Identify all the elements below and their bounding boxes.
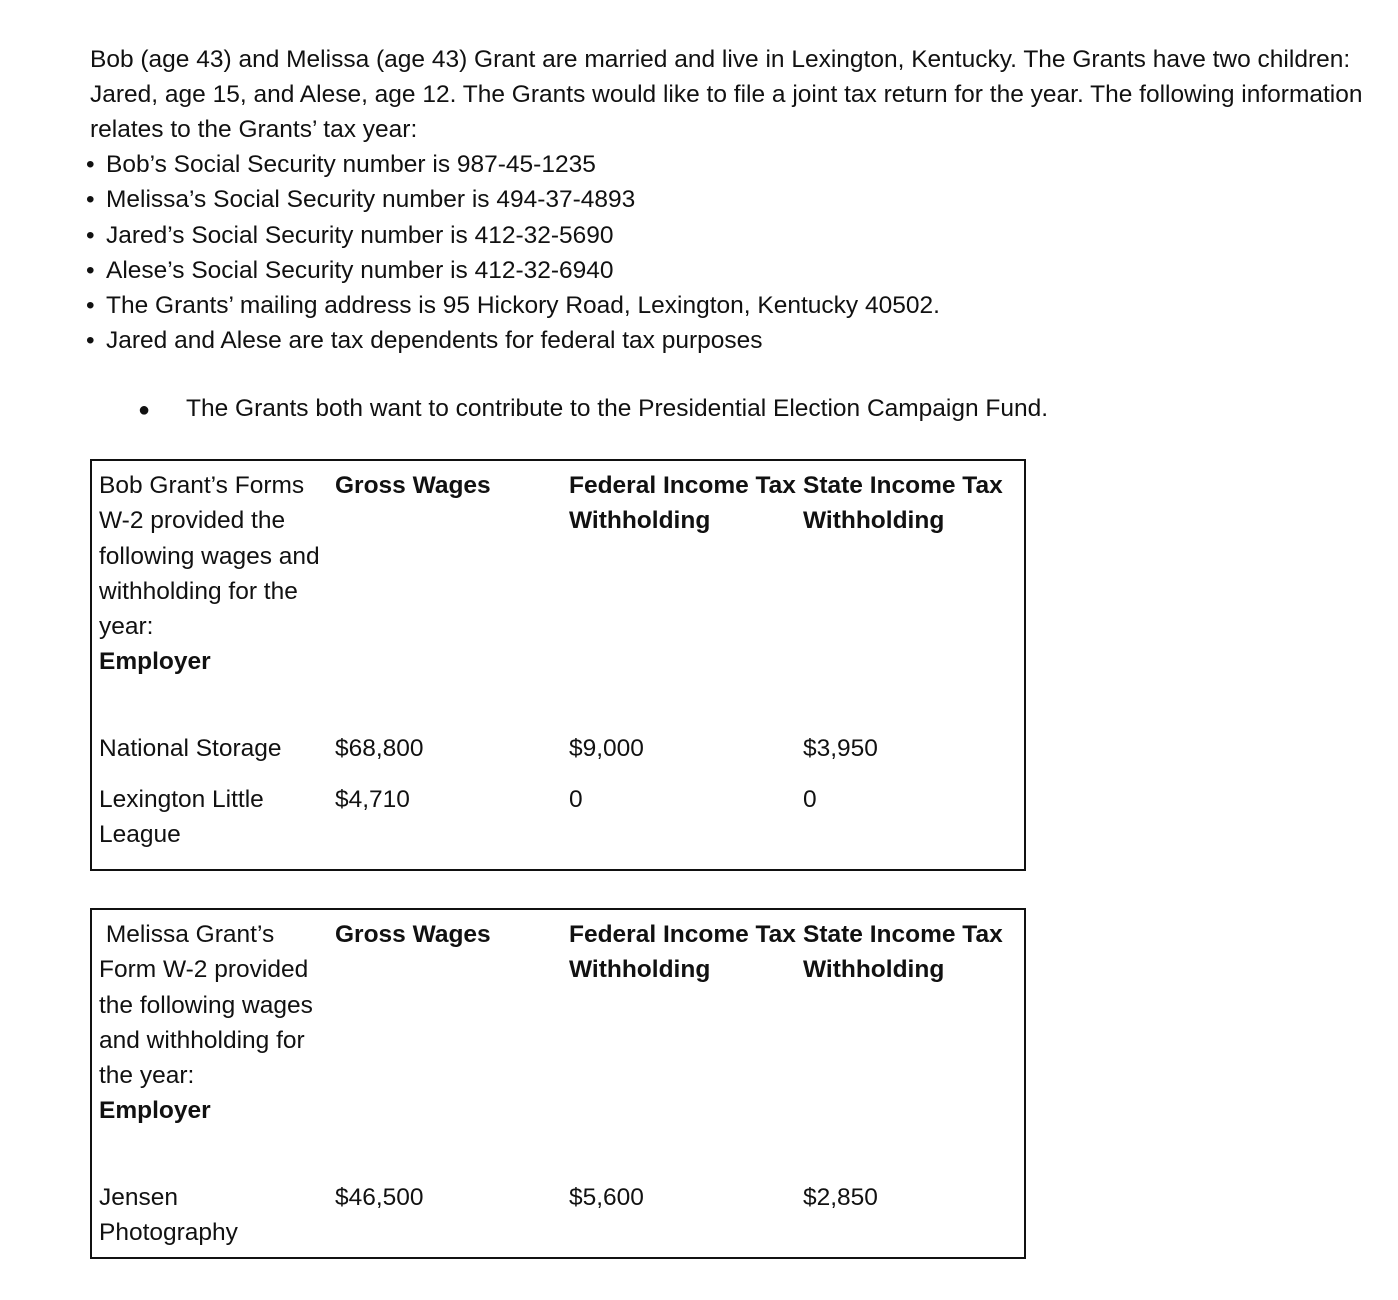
fact-text: Melissa’s Social Security number is 494-37-4893: [106, 186, 636, 214]
federal-withholding-cell: $9,000: [569, 735, 644, 762]
bob-w2-intro: [99, 468, 329, 680]
fact-item: [86, 218, 940, 253]
employer-header: Employer: [99, 1097, 211, 1125]
state-withholding-header: State Income Tax Withholding: [803, 472, 1003, 535]
employer-cell: Jensen Photography: [99, 1184, 238, 1247]
intro-paragraph: Bob (age 43) and Melissa (age 43) Grant are married and live in Lexington, Kentucky. The Grants have two children: Jared, age 15, and Alese, age 12. The Grants would like to file a joint tax return for the year. The following information relates to the Grants’ tax year:: [90, 46, 1363, 143]
employer-cell: National Storage: [99, 735, 282, 762]
fact-item: [86, 323, 940, 358]
fact-text: The Grants’ mailing address is 95 Hickory Road, Lexington, Kentucky 40502.: [106, 292, 940, 320]
fact-item: [86, 182, 940, 217]
gross-wages-cell: $68,800: [335, 735, 424, 762]
federal-withholding-cell: 0: [569, 786, 583, 813]
state-withholding-cell: $2,850: [803, 1184, 878, 1211]
fact-item: [86, 288, 940, 323]
fact-item: [86, 147, 940, 182]
campaign-bullet-item: [138, 391, 1048, 428]
federal-withholding-header: Federal Income Tax Withholding: [569, 472, 796, 535]
state-withholding-cell: 0: [803, 786, 817, 813]
gross-wages-header: Gross Wages: [335, 921, 491, 948]
melissa-w2-intro-text: Melissa Grant’s Form W-2 provided the following wages and withholding for the year:: [99, 921, 320, 1090]
bullet-icon: •: [86, 327, 95, 355]
melissa-w2-intro: [99, 917, 329, 1129]
bullet-icon: •: [86, 256, 95, 284]
gross-wages-header: Gross Wages: [335, 472, 491, 499]
fact-text: Bob’s Social Security number is 987-45-1235: [106, 151, 596, 178]
fact-text: Jared and Alese are tax dependents for federal tax purposes: [106, 327, 763, 355]
bullet-icon: •: [86, 221, 95, 249]
federal-withholding-header: Federal Income Tax Withholding: [569, 921, 796, 984]
employer-cell: Lexington Little League: [99, 786, 264, 849]
state-withholding-cell: $3,950: [803, 735, 878, 762]
employer-header: Employer: [99, 648, 211, 676]
fact-text: Jared’s Social Security number is 412-32-5690: [106, 221, 614, 249]
bullet-icon: •: [86, 151, 95, 178]
fact-text: Alese’s Social Security number is 412-32-6940: [106, 256, 614, 284]
bob-w2-intro-text: Bob Grant’s Forms W-2 provided the following wages and withholding for the year:: [99, 472, 320, 641]
bullet-icon: •: [86, 292, 95, 320]
bob-w2-table: [90, 459, 1026, 871]
fact-item: [86, 253, 940, 288]
gross-wages-cell: $46,500: [335, 1184, 424, 1211]
bullet-icon: •: [86, 186, 95, 214]
federal-withholding-cell: $5,600: [569, 1184, 644, 1211]
facts-list: [86, 147, 940, 359]
melissa-w2-table: [90, 908, 1026, 1259]
gross-wages-cell: $4,710: [335, 786, 410, 813]
bullet-icon: ●: [138, 399, 151, 421]
campaign-text: The Grants both want to contribute to the Presidential Election Campaign Fund.: [186, 395, 1049, 422]
state-withholding-header: State Income Tax Withholding: [803, 921, 1003, 984]
